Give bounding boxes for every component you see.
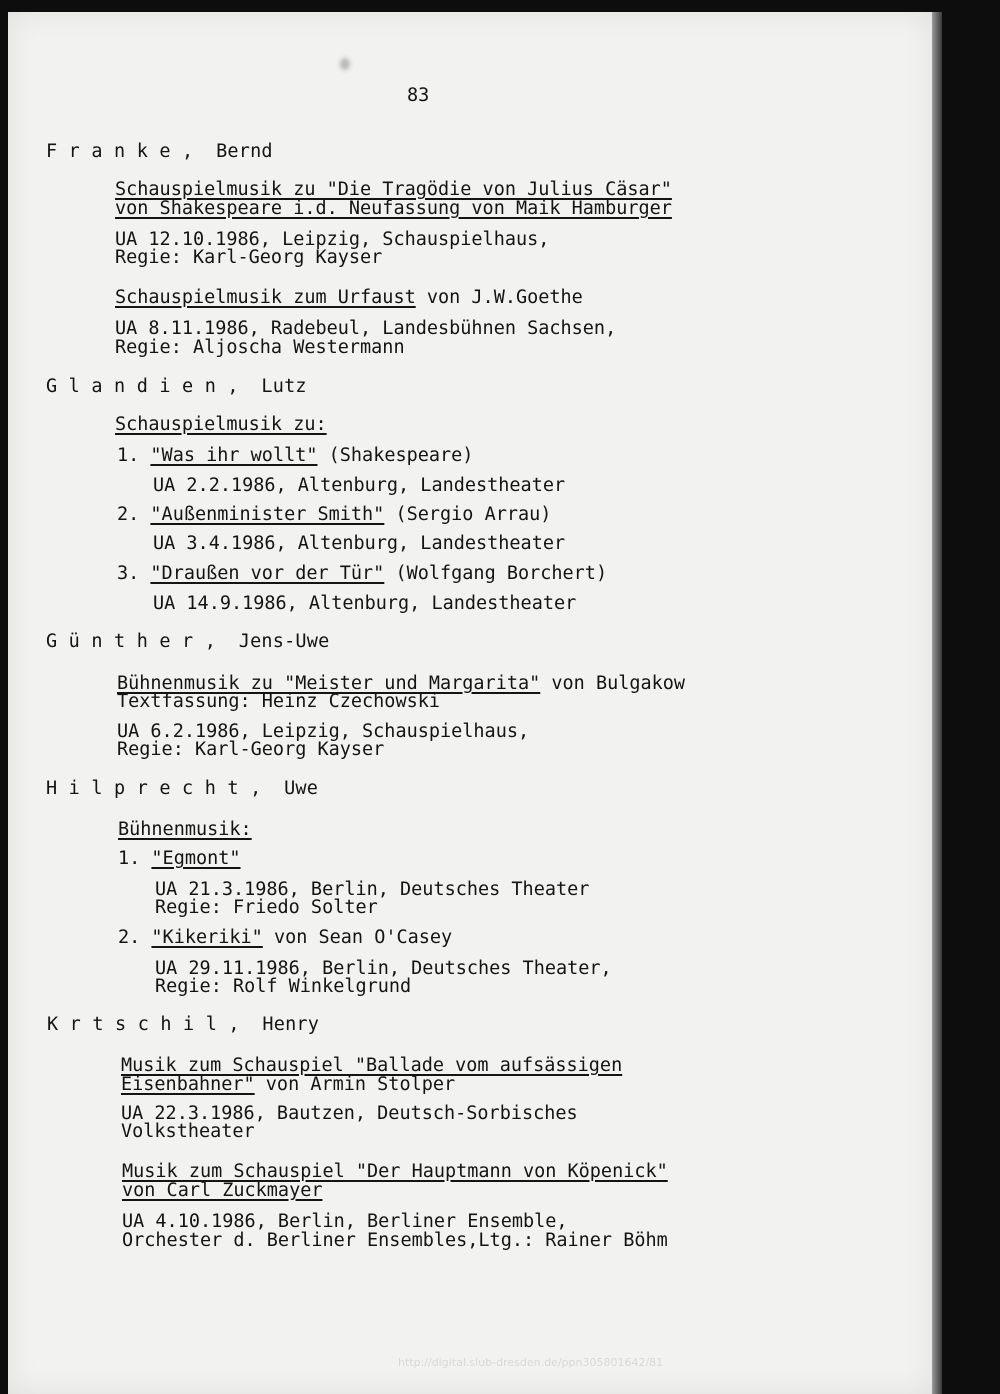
work-title: "Was ihr wollt"	[150, 445, 318, 466]
list-item	[118, 849, 241, 869]
section-heading: Bühnenmusik:	[118, 819, 252, 840]
work-author: von Armin Stolper	[254, 1074, 456, 1095]
work-title-line: Musik zum Schauspiel "Ballade vom aufsässigen	[121, 1055, 623, 1076]
source-url: http://digital.slub-dresden.de/ppn305801642/81	[398, 1356, 664, 1369]
work-title-line: Schauspielmusik zu "Die Tragödie von Julius Cäsar"	[115, 179, 672, 200]
premiere-info: UA 2.2.1986, Altenburg, Landestheater	[153, 475, 566, 496]
text-version-info: Textfassung: Heinz Czechowski	[117, 691, 441, 712]
work-author: (Shakespeare)	[317, 445, 474, 466]
item-number: 2.	[117, 504, 140, 525]
director-info: Regie: Karl-Georg Kayser	[117, 739, 385, 760]
page-edge	[932, 12, 942, 1394]
director-info: Regie: Rolf Winkelgrund	[155, 976, 412, 997]
work-author: von Sean O'Casey	[262, 927, 453, 948]
premiere-info: UA 3.4.1986, Altenburg, Landestheater	[153, 533, 566, 554]
work-author: von J.W.Goethe	[415, 287, 583, 308]
section-heading: Schauspielmusik zu:	[115, 414, 327, 435]
item-number: 1.	[117, 445, 140, 466]
composer-name-guenther: G ü n t h e r , Jens-Uwe	[46, 631, 330, 652]
composer-name-krtschil: K r t s c h i l , Henry	[47, 1014, 320, 1035]
work-title-line	[115, 288, 583, 308]
premiere-info: UA 21.3.1986, Berlin, Deutsches Theater	[155, 879, 590, 900]
premiere-info-continued: Orchester d. Berliner Ensembles,Ltg.: Rainer Böhm	[122, 1230, 668, 1251]
premiere-info: UA 14.9.1986, Altenburg, Landestheater	[153, 593, 577, 614]
premiere-info: UA 8.11.1986, Radebeul, Landesbühnen Sachsen,	[115, 318, 617, 339]
work-title: Bühnenmusik zu "Meister und Margarita"	[117, 673, 541, 694]
work-title: "Kikeriki"	[151, 927, 263, 948]
composer-name-franke: F r a n k e , Bernd	[46, 141, 273, 162]
composer-name-hilprecht: H i l p r e c h t , Uwe	[46, 778, 319, 799]
director-info: Regie: Friedo Solter	[155, 897, 378, 918]
page-number: 83	[407, 85, 430, 106]
list-item	[118, 928, 452, 948]
item-number: 3.	[117, 563, 140, 584]
ink-smudge	[340, 58, 350, 70]
work-title-line: von Shakespeare i.d. Neufassung von Maik Hamburger	[115, 198, 672, 219]
premiere-info: UA 4.10.1986, Berlin, Berliner Ensemble,	[122, 1211, 568, 1232]
work-title-line: Musik zum Schauspiel "Der Hauptmann von Köpenick"	[122, 1161, 668, 1182]
list-item	[117, 564, 607, 584]
work-author: (Sergio Arrau)	[384, 504, 552, 525]
work-author: (Wolfgang Borchert)	[384, 563, 608, 584]
director-info: Regie: Aljoscha Westermann	[115, 337, 405, 358]
work-title: Eisenbahner"	[121, 1074, 255, 1095]
item-number: 2.	[118, 927, 141, 948]
list-item	[117, 446, 473, 466]
work-title: "Draußen vor der Tür"	[150, 563, 385, 584]
premiere-info: UA 29.11.1986, Berlin, Deutsches Theater,	[155, 958, 612, 979]
work-title-line	[121, 1075, 455, 1095]
premiere-info: UA 12.10.1986, Leipzig, Schauspielhaus,	[115, 229, 550, 250]
premiere-info: UA 22.3.1986, Bautzen, Deutsch-Sorbisches	[121, 1103, 578, 1124]
work-title-line: von Carl Zuckmayer	[122, 1180, 323, 1201]
premiere-info: UA 6.2.1986, Leipzig, Schauspielhaus,	[117, 721, 530, 742]
work-title: Schauspielmusik zum Urfaust	[115, 287, 416, 308]
work-author: von Bulgakow	[540, 673, 686, 694]
item-number: 1.	[118, 848, 141, 869]
premiere-info-continued: Volkstheater	[121, 1121, 255, 1142]
composer-name-glandien: G l a n d i e n , Lutz	[46, 376, 307, 397]
work-title: "Außenminister Smith"	[150, 504, 385, 525]
work-title: "Egmont"	[151, 848, 241, 869]
list-item	[117, 505, 551, 525]
director-info: Regie: Karl-Georg Kayser	[115, 247, 383, 268]
